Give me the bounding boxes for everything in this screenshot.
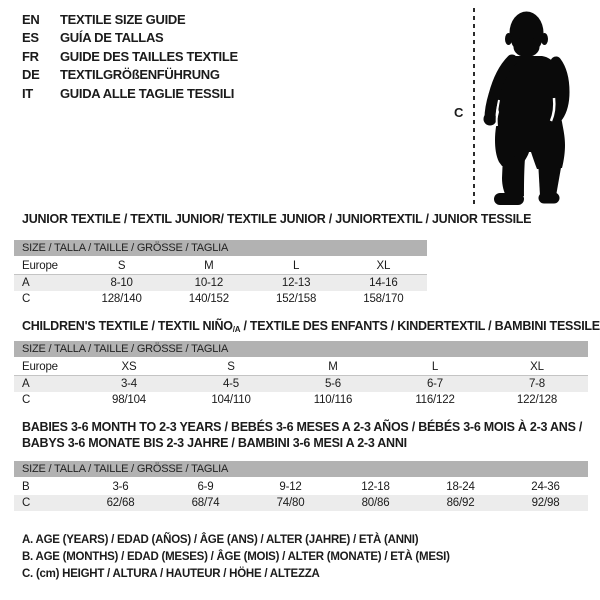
size-header-bar: SIZE / TALLA / TAILLE / GRÖSSE / TAGLIA	[14, 341, 588, 357]
table-cell: XL	[376, 260, 391, 272]
table-cell: 68/74	[191, 497, 220, 509]
table-cell: 74/80	[276, 497, 305, 509]
table-cell: 104/110	[211, 394, 251, 406]
language-row	[22, 84, 238, 103]
language-row	[22, 10, 238, 29]
table-row	[14, 291, 427, 307]
table-cell: S	[117, 260, 126, 272]
table-cell: 6-9	[197, 481, 214, 493]
table-cell: 12-18	[361, 481, 390, 493]
row-label: A	[22, 378, 30, 390]
table-cell: XL	[530, 361, 544, 373]
guide-title: GUIDA ALLE TAGLIE TESSILI	[60, 85, 235, 101]
baby-silhouette-icon	[478, 0, 598, 216]
language-row	[22, 47, 238, 66]
babies-size-table	[14, 461, 588, 511]
babies-section-title	[22, 419, 582, 451]
language-code: ES	[22, 30, 39, 46]
children-title-text: / TEXTILE DES ENFANTS / KINDERTEXTIL / BAMBINI TESSILE	[240, 319, 600, 333]
junior-section-title: JUNIOR TEXTILE / TEXTIL JUNIOR/ TEXTILE JUNIOR / JUNIORTEXTIL / JUNIOR TESSILE	[22, 212, 532, 226]
children-title-text: CHILDREN'S TEXTILE / TEXTIL NIÑO	[22, 319, 233, 333]
table-row	[14, 359, 588, 376]
table-row	[14, 275, 427, 291]
table-cell: XS	[121, 361, 137, 373]
table-cell: 98/104	[112, 394, 146, 406]
row-label: C	[22, 293, 31, 305]
table-cell: M	[204, 260, 214, 272]
children-title-subscript: /A	[232, 325, 241, 334]
row-label: Europe	[22, 260, 58, 272]
language-code: DE	[22, 67, 40, 83]
table-row	[14, 479, 588, 495]
footnote-legend	[22, 534, 450, 585]
table-cell: 18-24	[446, 481, 475, 493]
table-cell: 3-6	[112, 481, 129, 493]
table-cell: 7-8	[528, 378, 546, 390]
table-cell: 80/86	[361, 497, 390, 509]
language-code: IT	[22, 85, 33, 101]
guide-title: TEXTILGRÖßENFÜHRUNG	[60, 67, 220, 83]
table-row	[14, 376, 588, 392]
table-cell: 12-13	[281, 277, 311, 289]
table-cell: 5-6	[324, 378, 342, 390]
height-measure-label: C	[454, 105, 464, 120]
footnote-b: B. AGE (MONTHS) / EDAD (MESES) / ÂGE (MOIS) / ALTER (MONATE) / ETÀ (MESI)	[22, 551, 450, 563]
table-cell: 116/122	[415, 394, 455, 406]
table-cell: 128/140	[101, 293, 142, 305]
guide-title: TEXTILE SIZE GUIDE	[60, 11, 186, 27]
height-measure-dashed-line	[473, 8, 475, 207]
table-cell: 3-4	[120, 378, 138, 390]
table-cell: 8-10	[110, 277, 133, 289]
table-cell: 140/152	[188, 293, 229, 305]
row-label: B	[22, 481, 30, 493]
babies-title-line2: BABYS 3-6 MONATE BIS 2-3 JAHRE / BAMBINI 3-6 MESI A 2-3 ANNI	[22, 436, 407, 450]
table-row	[14, 392, 588, 408]
row-label: C	[22, 394, 31, 406]
language-title-list	[22, 10, 238, 103]
junior-size-table	[14, 240, 427, 307]
row-label: C	[22, 497, 31, 509]
language-row	[22, 66, 238, 85]
size-header-bar: SIZE / TALLA / TAILLE / GRÖSSE / TAGLIA	[14, 461, 588, 477]
footnote-a: A. AGE (YEARS) / EDAD (AÑOS) / ÂGE (ANS) / ALTER (JAHRE) / ETÀ (ANNI)	[22, 534, 419, 546]
language-row	[22, 29, 238, 48]
row-label: A	[22, 277, 30, 289]
table-cell: 158/170	[363, 293, 404, 305]
guide-title: GUIDE DES TAILLES TEXTILE	[60, 48, 238, 64]
table-cell: 122/128	[516, 394, 558, 406]
table-cell: 86/92	[446, 497, 475, 509]
table-cell: 4-5	[222, 378, 240, 390]
language-code: FR	[22, 48, 39, 64]
language-code: EN	[22, 11, 40, 27]
table-cell: 92/98	[531, 497, 560, 509]
table-cell: 62/68	[106, 497, 135, 509]
table-row	[14, 495, 588, 511]
footnote-c: C. (cm) HEIGHT / ALTURA / HAUTEUR / HÖHE / ALTEZZA	[22, 568, 320, 580]
table-cell: 6-7	[426, 378, 444, 390]
table-cell: L	[293, 260, 300, 272]
table-cell: 14-16	[369, 277, 398, 289]
size-header-bar: SIZE / TALLA / TAILLE / GRÖSSE / TAGLIA	[14, 240, 427, 256]
guide-title: GUÍA DE TALLAS	[60, 30, 164, 46]
children-size-table	[14, 341, 588, 408]
table-cell: 10-12	[194, 277, 224, 289]
table-cell: 110/116	[313, 394, 353, 406]
table-cell: S	[227, 361, 235, 373]
table-cell: L	[431, 361, 439, 373]
table-cell: M	[328, 361, 338, 373]
table-cell: 9-12	[279, 481, 302, 493]
table-row	[14, 258, 427, 275]
row-label: Europe	[22, 361, 58, 373]
table-cell: 24-36	[531, 481, 560, 493]
children-section-title	[22, 319, 600, 334]
babies-title-line1: BABIES 3-6 MONTH TO 2-3 YEARS / BEBÉS 3-6 MESES A 2-3 AÑOS / BÉBÉS 3-6 MOIS À 2-3 ANS /	[22, 420, 583, 434]
table-cell: 152/158	[276, 293, 317, 305]
